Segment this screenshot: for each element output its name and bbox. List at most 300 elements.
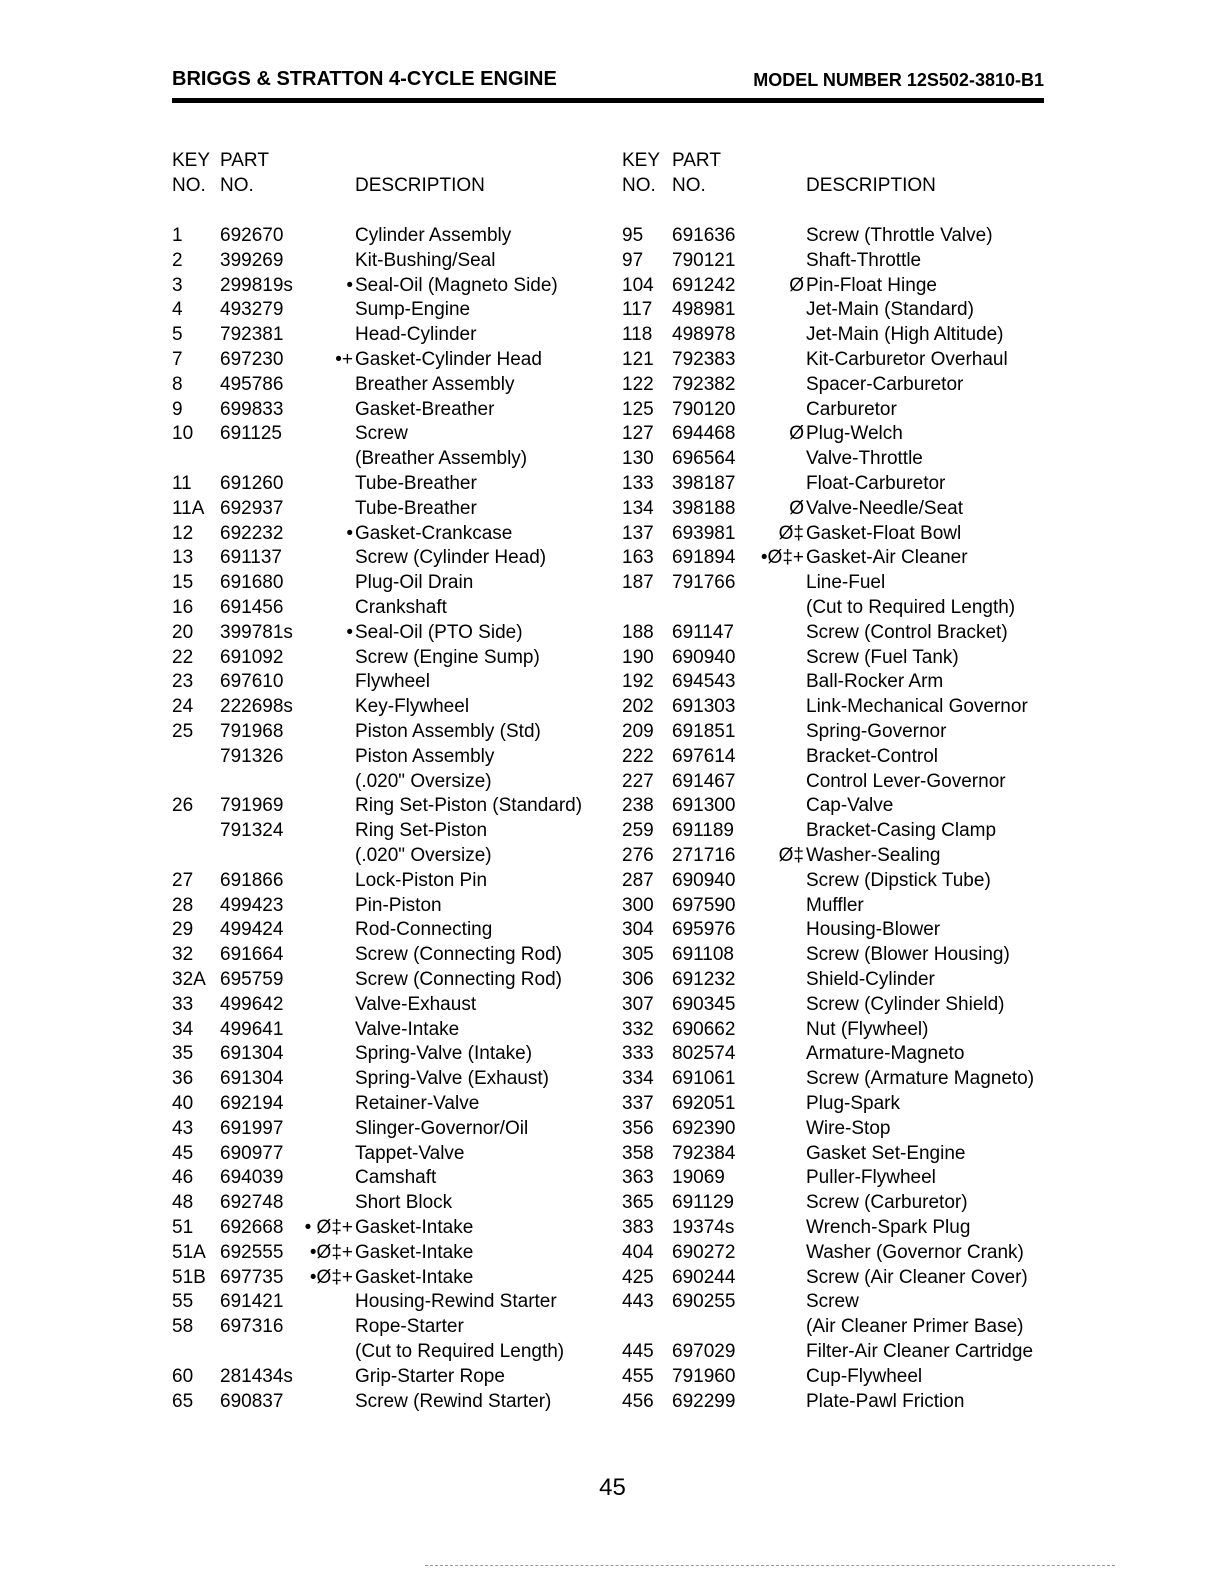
part-number: 691304 <box>220 1068 284 1090</box>
key-number: 188 <box>622 621 654 643</box>
key-number: 20 <box>172 621 194 643</box>
part-description: Slinger-Governor/Oil <box>355 1117 529 1139</box>
part-description: (.020" Oversize) <box>355 770 492 792</box>
part-number: 692555 <box>220 1241 284 1263</box>
key-number: 358 <box>622 1142 654 1164</box>
key-number: 10 <box>172 423 194 445</box>
key-number: 307 <box>622 993 654 1015</box>
part-number: 792383 <box>672 349 736 370</box>
part-description: Cup-Flywheel <box>806 1365 923 1387</box>
key-number: 404 <box>622 1241 654 1263</box>
part-description: Crankshaft <box>355 597 447 618</box>
key-number: 25 <box>172 721 194 742</box>
part-description: Filter-Air Cleaner Cartridge <box>806 1341 1034 1362</box>
key-number: 43 <box>172 1117 194 1139</box>
key-number: 51B <box>172 1266 206 1288</box>
key-number: 287 <box>622 869 654 891</box>
key-number: 22 <box>172 646 194 668</box>
part-number: 692299 <box>672 1390 736 1412</box>
part-symbol: •+ <box>335 349 353 370</box>
key-number: 15 <box>172 572 194 594</box>
part-description: Plate-Pawl Friction <box>806 1390 965 1412</box>
part-number: 691664 <box>220 944 284 966</box>
key-number: 9 <box>172 398 183 420</box>
part-description: Grip-Starter Rope <box>355 1365 505 1387</box>
part-number: 271716 <box>672 845 736 866</box>
part-description: Pin-Float Hinge <box>806 274 937 296</box>
key-number: 26 <box>172 795 194 817</box>
part-number: 690940 <box>672 869 736 891</box>
part-symbol: • Ø‡+ <box>304 1217 353 1238</box>
part-description: Control Lever-Governor <box>806 770 1006 792</box>
part-number: 802574 <box>672 1043 736 1065</box>
part-description: Flywheel <box>355 671 430 693</box>
part-number: 697614 <box>672 745 736 767</box>
description-header: DESCRIPTION <box>806 175 936 196</box>
key-number: 3 <box>172 274 183 296</box>
part-number: 695759 <box>220 969 284 990</box>
part-description: Screw (Carburetor) <box>806 1192 968 1214</box>
part-number: 690255 <box>672 1291 736 1313</box>
part-number: 694543 <box>672 671 736 693</box>
key-number: 35 <box>172 1043 194 1065</box>
part-description: Screw <box>355 423 408 445</box>
key-number: 24 <box>172 696 194 718</box>
key-number: 192 <box>622 671 654 693</box>
key-number: 134 <box>622 497 654 519</box>
key-number: 27 <box>172 869 194 891</box>
part-number: 691300 <box>672 795 736 817</box>
part-description: Tube-Breather <box>355 497 477 519</box>
key-number: 133 <box>622 473 654 494</box>
key-number: 137 <box>622 522 654 544</box>
part-number: 691125 <box>220 423 282 445</box>
part-number: 19069 <box>672 1167 725 1189</box>
key-number: 456 <box>622 1390 654 1412</box>
part-description: Piston Assembly <box>355 745 495 767</box>
key-number: 227 <box>622 770 654 792</box>
key-number: 445 <box>622 1341 654 1362</box>
part-description: Gasket-Float Bowl <box>806 522 962 544</box>
part-number: 691260 <box>220 473 284 494</box>
part-number: 691242 <box>672 274 736 296</box>
part-number: 791326 <box>220 745 284 767</box>
part-number: 691303 <box>672 696 736 718</box>
part-number: 398187 <box>672 473 736 494</box>
part-number: 697610 <box>220 671 284 693</box>
part-number: 692232 <box>220 522 284 544</box>
key-number: 97 <box>622 249 644 271</box>
key-number: 300 <box>622 894 654 916</box>
part-description: Cap-Valve <box>806 795 894 817</box>
key-header-2: NO. <box>172 175 206 196</box>
key-number: 443 <box>622 1291 654 1313</box>
key-number: 60 <box>172 1365 194 1387</box>
key-number: 23 <box>172 671 194 693</box>
key-number: 2 <box>172 249 183 271</box>
part-number: 692194 <box>220 1093 284 1114</box>
part-number: 691147 <box>672 621 734 643</box>
key-number: 187 <box>622 572 654 594</box>
part-description: Camshaft <box>355 1167 437 1189</box>
part-description: Screw (Armature Magneto) <box>806 1068 1035 1090</box>
part-description: Screw (Control Bracket) <box>806 621 1008 643</box>
part-number: 691421 <box>220 1291 284 1313</box>
part-number: 691129 <box>672 1192 734 1214</box>
part-description: Valve-Needle/Seat <box>806 497 964 519</box>
part-description: Screw (Cylinder Head) <box>355 547 547 569</box>
part-description: Cylinder Assembly <box>355 225 512 246</box>
key-number: 122 <box>622 373 654 395</box>
key-number: 118 <box>622 324 653 346</box>
key-number: 365 <box>622 1192 654 1214</box>
part-description: Gasket-Crankcase <box>355 522 513 544</box>
part-description: Line-Fuel <box>806 572 886 594</box>
key-number: 32A <box>172 969 206 990</box>
part-number: 792384 <box>672 1142 736 1164</box>
part-description: Valve-Exhaust <box>355 993 477 1015</box>
part-description: Spring-Valve (Intake) <box>355 1043 533 1065</box>
part-number: 692748 <box>220 1192 284 1214</box>
part-number: 691636 <box>672 225 736 246</box>
part-description: Washer (Governor Crank) <box>806 1241 1024 1263</box>
part-description: Screw (Throttle Valve) <box>806 225 993 246</box>
part-description: Spring-Valve (Exhaust) <box>355 1068 549 1090</box>
part-number: 690244 <box>672 1266 736 1288</box>
key-number: 222 <box>622 745 654 767</box>
part-description: Bracket-Control <box>806 745 938 767</box>
key-number: 306 <box>622 969 654 990</box>
part-number: 691092 <box>220 646 284 668</box>
part-number: 691304 <box>220 1043 284 1065</box>
key-number: 46 <box>172 1167 194 1189</box>
key-number: 48 <box>172 1192 194 1214</box>
part-symbol: Ø <box>789 497 804 519</box>
part-description: Gasket-Intake <box>355 1241 474 1263</box>
part-number: 690272 <box>672 1241 736 1263</box>
part-header-2: NO. <box>220 175 254 196</box>
part-number: 499423 <box>220 894 284 916</box>
part-number: 692051 <box>672 1093 736 1114</box>
part-number: 694468 <box>672 423 736 445</box>
part-number: 499424 <box>220 919 284 941</box>
part-number: 690940 <box>672 646 736 668</box>
part-description: Kit-Carburetor Overhaul <box>806 349 1008 370</box>
key-number: 238 <box>622 795 654 817</box>
key-number: 11A <box>172 497 205 519</box>
part-number: 792382 <box>672 373 736 395</box>
part-symbol: •Ø‡+ <box>309 1241 353 1263</box>
part-description: Seal-Oil (Magneto Side) <box>355 274 558 296</box>
key-header-1: KEY <box>172 150 211 171</box>
part-symbol: Ø‡ <box>778 522 804 544</box>
part-number: 691189 <box>672 820 734 842</box>
part-description: (Cut to Required Length) <box>806 597 1016 618</box>
part-description: Spacer-Carburetor <box>806 373 964 395</box>
part-number: 691997 <box>220 1117 284 1139</box>
part-description: Puller-Flywheel <box>806 1167 936 1189</box>
part-description: Screw (Connecting Rod) <box>355 944 562 966</box>
part-number: 691866 <box>220 869 284 891</box>
part-number: 499641 <box>220 1018 284 1040</box>
part-description: Nut (Flywheel) <box>806 1018 929 1040</box>
key-number: 4 <box>172 299 183 321</box>
part-number: 699833 <box>220 398 284 420</box>
key-number: 304 <box>622 919 654 941</box>
part-description: Pin-Piston <box>355 894 442 916</box>
part-number: 690837 <box>220 1390 284 1412</box>
key-number: 58 <box>172 1316 194 1338</box>
part-description: (Cut to Required Length) <box>355 1341 565 1362</box>
part-number: 696564 <box>672 448 736 470</box>
part-description: Screw (Cylinder Shield) <box>806 993 1005 1015</box>
part-number: 399781s <box>220 621 293 643</box>
part-description: Tube-Breather <box>355 473 477 494</box>
key-number: 55 <box>172 1291 194 1313</box>
part-description: Gasket-Intake <box>355 1217 474 1238</box>
key-number: 11 <box>172 473 192 494</box>
part-description: Screw (Rewind Starter) <box>355 1390 552 1412</box>
key-number: 363 <box>622 1167 654 1189</box>
part-number: 697735 <box>220 1266 284 1288</box>
key-number: 7 <box>172 349 183 370</box>
part-number: 299819s <box>220 274 293 296</box>
part-header-1: PART <box>220 150 269 171</box>
page-number: 45 <box>599 1474 626 1501</box>
key-number: 121 <box>622 349 654 370</box>
part-description: Rod-Connecting <box>355 919 493 941</box>
part-description: Retainer-Valve <box>355 1093 480 1114</box>
part-description: Gasket Set-Engine <box>806 1142 966 1164</box>
key-number: 334 <box>622 1068 654 1090</box>
part-description: Breather Assembly <box>355 373 515 395</box>
part-number: 495786 <box>220 373 284 395</box>
part-number: 791968 <box>220 721 284 742</box>
key-number: 13 <box>172 547 194 569</box>
key-number: 45 <box>172 1142 194 1164</box>
part-number: 697230 <box>220 349 284 370</box>
part-number: 498978 <box>672 324 736 346</box>
key-number: 65 <box>172 1390 194 1412</box>
key-number: 117 <box>622 299 653 321</box>
part-number: 690345 <box>672 993 736 1015</box>
part-description: Ring Set-Piston <box>355 820 488 842</box>
part-description: Spring-Governor <box>806 721 947 742</box>
part-description: Shaft-Throttle <box>806 249 922 271</box>
part-description: (Breather Assembly) <box>355 448 528 470</box>
part-description: Gasket-Air Cleaner <box>806 547 968 569</box>
part-description: Link-Mechanical Governor <box>806 696 1028 718</box>
part-number: 697590 <box>672 894 736 916</box>
part-description: Wrench-Spark Plug <box>806 1217 971 1238</box>
part-description: Screw (Dipstick Tube) <box>806 869 991 891</box>
part-description: Carburetor <box>806 398 897 420</box>
key-number: 259 <box>622 820 654 842</box>
part-description: Plug-Spark <box>806 1093 900 1114</box>
part-description: Piston Assembly (Std) <box>355 721 541 742</box>
part-description: Float-Carburetor <box>806 473 946 494</box>
part-number: 691851 <box>672 721 736 742</box>
key-number: 34 <box>172 1018 194 1040</box>
part-symbol: Ø <box>789 274 804 296</box>
part-number: 697316 <box>220 1316 284 1338</box>
part-number: 692390 <box>672 1117 736 1139</box>
part-description: Shield-Cylinder <box>806 969 935 990</box>
key-number: 5 <box>172 324 183 346</box>
key-number: 383 <box>622 1217 654 1238</box>
page-header <box>172 64 1044 103</box>
key-number: 276 <box>622 845 654 866</box>
part-number: 791960 <box>672 1365 736 1387</box>
key-number: 337 <box>622 1093 654 1114</box>
part-description: Tappet-Valve <box>355 1142 465 1164</box>
key-number: 202 <box>622 696 654 718</box>
part-number: 792381 <box>220 324 284 346</box>
part-description: Washer-Sealing <box>806 845 941 866</box>
part-header-1: PART <box>672 150 721 171</box>
key-number: 333 <box>622 1043 654 1065</box>
footer-rule <box>425 1565 1115 1566</box>
model-number: MODEL NUMBER 12S502-3810-B1 <box>753 70 1044 90</box>
part-description: Wire-Stop <box>806 1117 891 1139</box>
key-number: 36 <box>172 1068 194 1090</box>
part-number: 691232 <box>672 969 736 990</box>
part-description: Screw <box>806 1291 859 1313</box>
part-description: Housing-Blower <box>806 919 941 941</box>
key-number: 190 <box>622 646 654 668</box>
part-description: Bracket-Casing Clamp <box>806 820 997 842</box>
part-description: Jet-Main (Standard) <box>806 299 974 321</box>
key-number: 51 <box>172 1217 194 1238</box>
part-description: Screw (Fuel Tank) <box>806 646 959 668</box>
key-number: 1 <box>172 225 183 246</box>
part-description: Housing-Rewind Starter <box>355 1291 557 1313</box>
part-description: Valve-Intake <box>355 1018 460 1040</box>
part-number: 693981 <box>672 522 736 544</box>
part-number: 790120 <box>672 398 736 420</box>
part-description: (.020" Oversize) <box>355 845 492 866</box>
part-description: Ball-Rocker Arm <box>806 671 944 693</box>
part-number: 791766 <box>672 572 736 594</box>
key-number: 125 <box>622 398 654 420</box>
part-symbol: • <box>346 522 353 544</box>
part-number: 399269 <box>220 249 284 271</box>
part-description: Screw (Air Cleaner Cover) <box>806 1266 1028 1288</box>
key-number: 29 <box>172 919 194 941</box>
key-number: 127 <box>622 423 654 445</box>
part-number: 691108 <box>672 944 734 966</box>
part-number: 499642 <box>220 993 284 1015</box>
part-number: 398188 <box>672 497 736 519</box>
key-header-1: KEY <box>622 150 661 171</box>
key-number: 32 <box>172 944 194 966</box>
key-number: 51A <box>172 1241 206 1263</box>
key-number: 8 <box>172 373 183 395</box>
part-description: Jet-Main (High Altitude) <box>806 324 1004 346</box>
part-description: Kit-Bushing/Seal <box>355 249 496 271</box>
part-symbol: • <box>346 274 353 296</box>
part-description: Muffler <box>806 894 864 916</box>
part-description: Head-Cylinder <box>355 324 477 346</box>
part-number: 281434s <box>220 1365 293 1387</box>
part-number: 691061 <box>672 1068 736 1090</box>
part-number: 694039 <box>220 1167 284 1189</box>
part-description: Screw (Connecting Rod) <box>355 969 562 990</box>
part-number: 791324 <box>220 820 284 842</box>
part-description: Gasket-Cylinder Head <box>355 349 542 370</box>
part-description: Screw (Engine Sump) <box>355 646 540 668</box>
key-number: 16 <box>172 597 194 618</box>
part-header-2: NO. <box>672 175 706 196</box>
part-number: 691456 <box>220 597 284 618</box>
part-description: Key-Flywheel <box>355 696 470 718</box>
key-number: 40 <box>172 1093 194 1114</box>
part-description: Gasket-Intake <box>355 1266 474 1288</box>
part-number: 697029 <box>672 1341 736 1362</box>
part-number: 690977 <box>220 1142 284 1164</box>
part-description: Plug-Welch <box>806 423 903 445</box>
key-number: 332 <box>622 1018 654 1040</box>
part-symbol: • <box>346 621 353 643</box>
part-description: Plug-Oil Drain <box>355 572 474 594</box>
part-number: 692668 <box>220 1217 284 1238</box>
part-description: Screw (Blower Housing) <box>806 944 1010 966</box>
key-number: 356 <box>622 1117 654 1139</box>
part-symbol: Ø‡ <box>778 845 804 866</box>
part-number: 19374s <box>672 1217 735 1238</box>
key-header-2: NO. <box>622 175 656 196</box>
part-description: (Air Cleaner Primer Base) <box>806 1316 1024 1338</box>
part-number: 790121 <box>672 249 736 271</box>
key-number: 130 <box>622 448 654 470</box>
document-title: BRIGGS & STRATTON 4-CYCLE ENGINE <box>172 68 557 90</box>
description-header: DESCRIPTION <box>355 175 485 196</box>
key-number: 163 <box>622 547 654 569</box>
part-description: Seal-Oil (PTO Side) <box>355 621 523 643</box>
part-symbol: Ø <box>789 423 804 445</box>
part-number: 691467 <box>672 770 736 792</box>
part-description: Gasket-Breather <box>355 398 495 420</box>
key-number: 455 <box>622 1365 654 1387</box>
key-number: 33 <box>172 993 194 1015</box>
part-description: Rope-Starter <box>355 1316 464 1338</box>
part-number: 493279 <box>220 299 284 321</box>
part-description: Valve-Throttle <box>806 448 923 470</box>
key-number: 425 <box>622 1266 654 1288</box>
part-number: 695976 <box>672 919 736 941</box>
part-description: Lock-Piston Pin <box>355 869 488 891</box>
part-description: Ring Set-Piston (Standard) <box>355 795 583 817</box>
part-number: 222698s <box>220 696 293 718</box>
part-number: 692670 <box>220 225 284 246</box>
part-symbol: •Ø‡+ <box>309 1266 353 1288</box>
key-number: 209 <box>622 721 654 742</box>
key-number: 104 <box>622 274 654 296</box>
part-number: 498981 <box>672 299 736 321</box>
key-number: 28 <box>172 894 194 916</box>
part-description: Sump-Engine <box>355 299 471 321</box>
part-symbol: •Ø‡+ <box>760 547 804 569</box>
part-number: 692937 <box>220 497 284 519</box>
key-number: 305 <box>622 944 654 966</box>
key-number: 12 <box>172 522 194 544</box>
part-number: 691137 <box>220 547 282 569</box>
part-number: 691680 <box>220 572 284 594</box>
part-number: 691894 <box>672 547 736 569</box>
key-number: 95 <box>622 225 644 246</box>
part-description: Armature-Magneto <box>806 1043 965 1065</box>
part-description: Short Block <box>355 1192 453 1214</box>
